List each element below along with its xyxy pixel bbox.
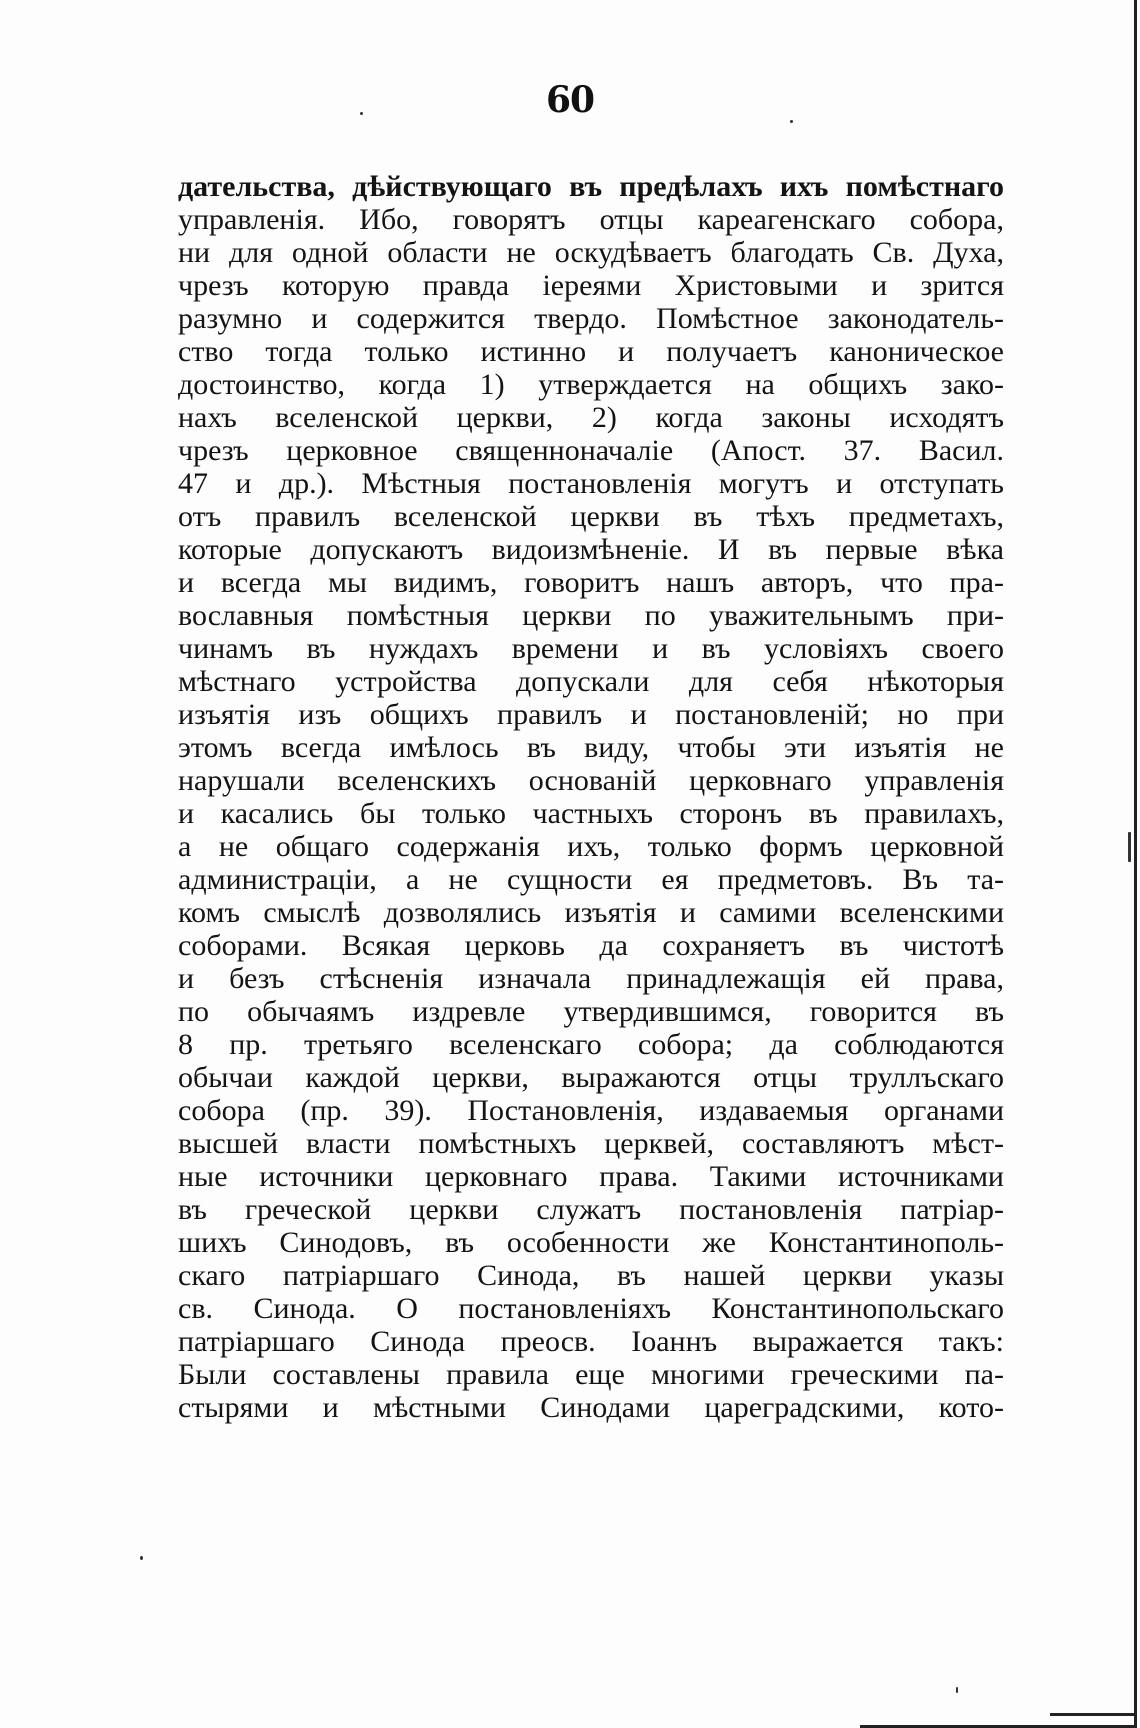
text-line: св. Синода. О постановленіяхъ Константинопольскаго	[178, 1292, 1004, 1325]
text-line: 8 пр. третьяго вселенскаго собора; да соблюдаются	[178, 1028, 1004, 1061]
text-line: чинамъ въ нуждахъ времени и въ условіяхъ своего	[178, 632, 1004, 665]
text-line: ни для одной области не оскудѣваетъ благодать Св. Духа,	[178, 236, 1004, 269]
text-line: чрезъ которую правда іереями Христовыми и зрится	[178, 269, 1004, 302]
text-line: вославныя помѣстныя церкви по уважительнымъ при-	[178, 599, 1004, 632]
text-line: стырями и мѣстными Синодами цареградскими, кото-	[178, 1391, 1004, 1424]
text-line: изъятія изъ общихъ правилъ и постановленій; но при	[178, 698, 1004, 731]
text-line: обычаи каждой церкви, выражаются отцы труллъскаго	[178, 1061, 1004, 1094]
text-line: управленія. Ибо, говорятъ отцы кареагенскаго собора,	[178, 203, 1004, 236]
scan-speck	[1128, 832, 1131, 862]
text-line: собора (пр. 39). Постановленія, издаваемыя органами	[178, 1094, 1004, 1127]
text-line: дательства, дѣйствующаго въ предѣлахъ ихъ помѣстнаго	[178, 170, 1004, 203]
scan-speck	[790, 120, 793, 123]
text-line: отъ правилъ вселенской церкви въ тѣхъ предметахъ,	[178, 500, 1004, 533]
text-line: 47 и др.). Мѣстныя постановленія могутъ и отступать	[178, 467, 1004, 500]
text-line: а не общаго содержанія ихъ, только формъ церковной	[178, 830, 1004, 863]
page-edge-rule	[1134, 0, 1137, 1728]
text-line: которые допускаютъ видоизмѣненіе. И въ первые вѣка	[178, 533, 1004, 566]
text-line: высшей власти помѣстныхъ церквей, составляютъ мѣст-	[178, 1127, 1004, 1160]
scan-speck	[956, 1687, 958, 1693]
page-number: 60	[545, 79, 595, 121]
text-line: ство тогда только истинно и получаетъ каноническое	[178, 335, 1004, 368]
text-line: и касались бы только частныхъ сторонъ въ правилахъ,	[178, 797, 1004, 830]
body-text	[178, 170, 1004, 1424]
scan-speck	[140, 1556, 143, 1560]
text-line: нахъ вселенской церкви, 2) когда законы исходятъ	[178, 401, 1004, 434]
text-line: мѣстнаго устройства допускали для себя нѣкоторыя	[178, 665, 1004, 698]
text-line: шихъ Синодовъ, въ особенности же Константинополь-	[178, 1226, 1004, 1259]
text-line: и всегда мы видимъ, говоритъ нашъ авторъ, что пра-	[178, 566, 1004, 599]
scan-speck	[360, 112, 363, 115]
text-line: ные источники церковнаго права. Такими источниками	[178, 1160, 1004, 1193]
text-line: администраціи, а не сущности ея предметовъ. Въ та-	[178, 863, 1004, 896]
text-line: скаго патріаршаго Синода, въ нашей церкви указы	[178, 1259, 1004, 1292]
text-line: чрезъ церковное священноначаліе (Апост. 37. Васил.	[178, 434, 1004, 467]
text-line: по обычаямъ издревле утвердившимся, говорится въ	[178, 995, 1004, 1028]
text-line: соборами. Всякая церковь да сохраняетъ въ чистотѣ	[178, 929, 1004, 962]
text-line: въ греческой церкви служатъ постановленія патріар-	[178, 1193, 1004, 1226]
text-line: патріаршаго Синода преосв. Іоаннъ выражается такъ:	[178, 1325, 1004, 1358]
text-line: нарушали вселенскихъ основаній церковнаго управленія	[178, 764, 1004, 797]
text-line: и безъ стѣсненія изначала принадлежащія ей права,	[178, 962, 1004, 995]
text-line: разумно и содержится твердо. Помѣстное законодатель-	[178, 302, 1004, 335]
text-line: комъ смыслѣ дозволялись изъятія и самими вселенскими	[178, 896, 1004, 929]
scan-edge-mark	[1050, 1713, 1136, 1716]
text-line: Были составлены правила еще многими греческими па-	[178, 1358, 1004, 1391]
text-line: достоинство, когда 1) утверждается на общихъ зако-	[178, 368, 1004, 401]
text-line: этомъ всегда имѣлось въ виду, чтобы эти изъятія не	[178, 731, 1004, 764]
